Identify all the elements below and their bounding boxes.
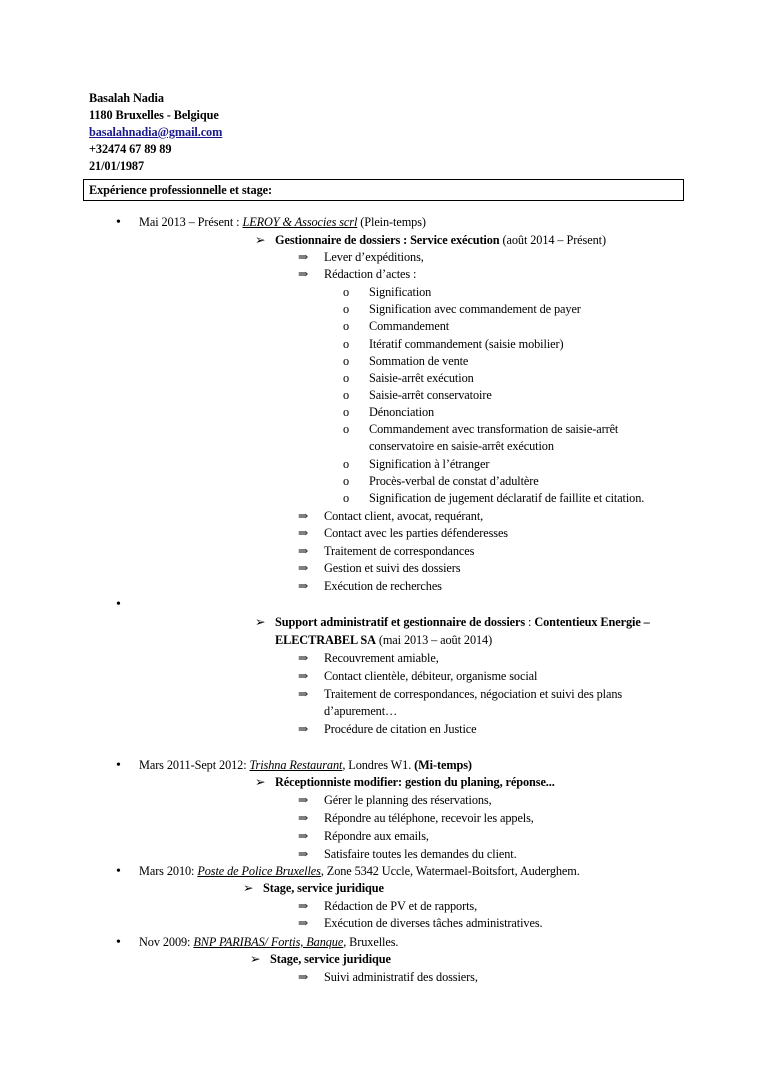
implies-icon: ⇒	[298, 793, 309, 807]
implies-icon: ⇒	[298, 970, 309, 984]
act-item: o Commandement avec transformation de saisie-arrêt	[343, 422, 619, 436]
implies-icon: ⇒	[298, 651, 309, 665]
circle-icon: o	[343, 337, 350, 351]
act-item: o Signification de jugement déclaratif de faillite et citation.	[343, 491, 645, 505]
task-item: ⇒ Répondre aux emails,	[298, 829, 429, 843]
arrow-icon: ➢	[255, 615, 266, 629]
circle-icon: o	[343, 319, 350, 333]
job4-role-line: ➢ Stage, service juridique	[243, 881, 384, 895]
task-item: ⇒ Lever d’expéditions,	[298, 250, 424, 264]
implies-icon: ⇒	[298, 811, 309, 825]
job3-header: Mars 2011-Sept 2012: Trishna Restaurant, Londres W1. (Mi-temps)	[139, 758, 472, 772]
bullet-icon: •	[116, 935, 121, 950]
job4-employer: Poste de Police Bruxelles	[197, 864, 321, 878]
circle-icon: o	[343, 457, 350, 471]
task-item: ⇒ Traitement de correspondances	[298, 544, 475, 558]
task-item: ⇒ Contact client, avocat, requérant,	[298, 509, 484, 523]
task-item: ⇒ Procédure de citation en Justice	[298, 722, 477, 736]
email-link[interactable]: basalahnadia@gmail.com	[89, 125, 223, 139]
job1-role: Gestionnaire de dossiers : Service exécution	[275, 233, 500, 247]
implies-icon: ⇒	[298, 916, 309, 930]
candidate-birthdate: 21/01/1987	[89, 159, 145, 173]
job3-employer: Trishna Restaurant	[249, 758, 343, 772]
implies-icon: ⇒	[298, 509, 309, 523]
task-item: ⇒ Répondre au téléphone, recevoir les appels,	[298, 811, 534, 825]
job1-type: (Plein-temps)	[357, 215, 426, 229]
job2-role-line: ➢ Support administratif et gestionnaire de dossiers : Contentieux Energie –	[255, 615, 650, 629]
implies-icon: ⇒	[298, 579, 309, 593]
bullet-icon: •	[116, 215, 121, 230]
act-item: o Sommation de vente	[343, 354, 469, 368]
job1-role-line	[255, 232, 606, 249]
act-item: o Commandement	[343, 319, 450, 333]
task-item: ⇒ Gérer le planning des réservations,	[298, 793, 492, 807]
implies-icon: ⇒	[298, 829, 309, 843]
circle-icon: o	[343, 388, 350, 402]
circle-icon: o	[343, 405, 350, 419]
act-item: o Saisie-arrêt exécution	[343, 371, 474, 385]
job4-header: Mars 2010: Poste de Police Bruxelles, Zone 5342 Uccle, Watermael-Boitsfort, Auderghem.	[139, 864, 580, 878]
implies-icon: ⇒	[298, 722, 309, 736]
implies-icon: ⇒	[298, 267, 309, 281]
circle-icon: o	[343, 302, 350, 316]
bullet-icon: •	[116, 597, 121, 612]
job1-header	[139, 214, 426, 231]
act-item: o Procès-verbal de constat d’adultère	[343, 474, 539, 488]
task-item-continuation: d’apurement…	[324, 704, 398, 718]
job1-role-period: (août 2014 – Présent)	[499, 233, 606, 247]
job5-role-line: ➢ Stage, service juridique	[250, 952, 391, 966]
task-item: ⇒ Rédaction de PV et de rapports,	[298, 899, 478, 913]
task-item: ⇒ Rédaction d’actes :	[298, 267, 417, 281]
bullet-icon: •	[116, 864, 121, 879]
job3-role-line: ➢ Réceptionniste modifier: gestion du planing, réponse...	[255, 775, 555, 789]
bullet-icon: •	[116, 758, 121, 773]
implies-icon: ⇒	[298, 250, 309, 264]
job1-employer: LEROY & Associes scrl	[242, 215, 358, 229]
job5-header: Nov 2009: BNP PARIBAS/ Fortis, Banque, Bruxelles.	[139, 935, 399, 949]
circle-icon: o	[343, 371, 350, 385]
implies-icon: ⇒	[298, 526, 309, 540]
arrow-icon: ➢	[255, 775, 266, 789]
job1-date: Mai 2013 – Présent :	[139, 215, 243, 229]
arrow-icon: ➢	[243, 881, 254, 895]
job2-role-line2: ELECTRABEL SA (mai 2013 – août 2014)	[275, 633, 493, 647]
task-item: ⇒ Traitement de correspondances, négociation et suivi des plans	[298, 687, 623, 701]
task-item: ⇒ Exécution de recherches	[298, 579, 442, 593]
task-item: ⇒ Suivi administratif des dossiers,	[298, 970, 478, 984]
act-item: o Signification avec commandement de payer	[343, 302, 581, 316]
act-item: o Dénonciation	[343, 405, 435, 419]
act-item: o Signification	[343, 285, 432, 299]
task-item: ⇒ Satisfaire toutes les demandes du client.	[298, 847, 517, 861]
circle-icon: o	[343, 354, 350, 368]
task-item: ⇒ Contact clientèle, débiteur, organisme social	[298, 669, 538, 683]
section-title-box	[83, 179, 684, 201]
act-item: o Signification à l’étranger	[343, 457, 490, 471]
implies-icon: ⇒	[298, 561, 309, 575]
section-title: Expérience professionnelle et stage:	[89, 183, 272, 197]
implies-icon: ⇒	[298, 899, 309, 913]
circle-icon: o	[343, 474, 350, 488]
act-item-continuation: conservatoire en saisie-arrêt exécution	[369, 439, 554, 453]
circle-icon: o	[343, 491, 350, 505]
job5-employer: BNP PARIBAS/ Fortis, Banque	[193, 935, 344, 949]
implies-icon: ⇒	[298, 544, 309, 558]
act-item: o Itératif commandement (saisie mobilier)	[343, 337, 564, 351]
circle-icon: o	[343, 422, 350, 436]
implies-icon: ⇒	[298, 847, 309, 861]
act-item: o Saisie-arrêt conservatoire	[343, 388, 492, 402]
candidate-phone: +32474 67 89 89	[89, 142, 172, 156]
task-item: ⇒ Recouvrement amiable,	[298, 651, 439, 665]
task-item: ⇒ Gestion et suivi des dossiers	[298, 561, 461, 575]
candidate-address: 1180 Bruxelles - Belgique	[89, 108, 219, 122]
task-item: ⇒ Contact avec les parties défenderesses	[298, 526, 508, 540]
circle-icon: o	[343, 285, 350, 299]
task-item: ⇒ Exécution de diverses tâches administratives.	[298, 916, 543, 930]
candidate-name: Basalah Nadia	[89, 91, 164, 105]
implies-icon: ⇒	[298, 687, 309, 701]
arrow-icon: ➢	[255, 233, 266, 247]
implies-icon: ⇒	[298, 669, 309, 683]
arrow-icon: ➢	[250, 952, 261, 966]
